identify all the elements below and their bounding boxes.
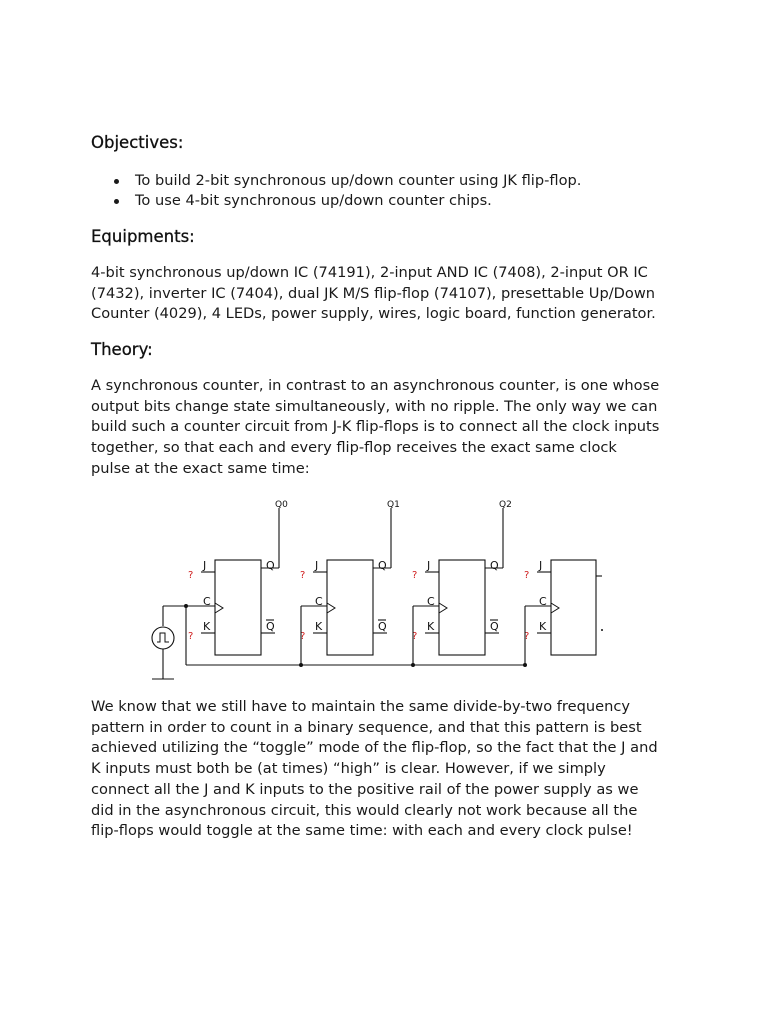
square-wave-icon bbox=[157, 633, 169, 642]
output-label: Q0 bbox=[275, 500, 288, 510]
clock-input-triangle bbox=[327, 603, 335, 613]
unknown-marker: ? bbox=[188, 631, 194, 642]
k-pin-label: K bbox=[539, 620, 547, 633]
j-pin-label: J bbox=[539, 559, 543, 572]
c-pin-label: C bbox=[203, 595, 211, 608]
equipments-paragraph: 4-bit synchronous up/down IC (74191), 2-input AND IC (7408), 2-input OR IC (7432), inverter IC (7404), dual JK M/S flip-flop (74107), presettable Up/Down Counter (4029), 4 LEDs, power supply, wires, logic board, function generator. bbox=[91, 264, 656, 323]
k-pin-label: K bbox=[427, 620, 435, 633]
qbar-pin-label: Q bbox=[490, 620, 499, 633]
synchronous-counter-circuit-diagram bbox=[148, 496, 610, 682]
output-label: Q1 bbox=[387, 500, 400, 510]
theory-paragraph-2: We know that we still have to maintain the same divide-by-two frequency pattern in order to count in a binary sequence, and that this pattern is best achieved utilizing the “toggle” mode of the flip-flop, so the fact that the J and K inputs must both be (at times) “high” is clear. However, if we simply connect all the J and K inputs to the positive rail of the power supply as we did in the asynchronous circuit, this would clearly not work because all the flip-flops would toggle at the same time: with each and every clock pulse! bbox=[91, 698, 658, 840]
qbar-output-dot bbox=[601, 629, 603, 631]
unknown-marker: ? bbox=[412, 631, 418, 642]
unknown-marker: ? bbox=[300, 570, 306, 581]
j-pin-label: J bbox=[427, 559, 431, 572]
c-pin-label: C bbox=[315, 595, 323, 608]
clock-input-triangle bbox=[551, 603, 559, 613]
q-pin-label: Q bbox=[490, 559, 499, 572]
list-item: To use 4-bit synchronous up/down counter chips. bbox=[91, 191, 581, 211]
output-label: Q2 bbox=[499, 500, 512, 510]
k-pin-label: K bbox=[203, 620, 211, 633]
qbar-pin-label: Q bbox=[378, 620, 387, 633]
bullet-icon bbox=[114, 179, 119, 184]
unknown-marker: ? bbox=[412, 570, 418, 581]
unknown-marker: ? bbox=[524, 631, 530, 642]
theory-heading: Theory: bbox=[91, 340, 153, 359]
unknown-marker: ? bbox=[300, 631, 306, 642]
equipments-heading: Equipments: bbox=[91, 227, 195, 246]
objectives-list bbox=[91, 171, 581, 211]
q-pin-label: Q bbox=[266, 559, 275, 572]
c-pin-label: C bbox=[539, 595, 547, 608]
clock-source-icon bbox=[152, 627, 174, 649]
objectives-heading: Objectives: bbox=[91, 133, 184, 152]
c-pin-label: C bbox=[427, 595, 435, 608]
unknown-marker: ? bbox=[524, 570, 530, 581]
clock-input-triangle bbox=[215, 603, 223, 613]
clock-input-triangle bbox=[439, 603, 447, 613]
q-pin-label: Q bbox=[378, 559, 387, 572]
bullet-icon bbox=[114, 199, 119, 204]
list-item: To build 2-bit synchronous up/down counter using JK flip-flop. bbox=[91, 171, 581, 191]
qbar-pin-label: Q bbox=[266, 620, 275, 633]
unknown-marker: ? bbox=[188, 570, 194, 581]
k-pin-label: K bbox=[315, 620, 323, 633]
j-pin-label: J bbox=[203, 559, 207, 572]
theory-paragraph-1: A synchronous counter, in contrast to an asynchronous counter, is one whose output bits change state simultaneously, with no ripple. The only way we can build such a counter circuit from J-K flip-flops is to connect all the clock inputs together, so that each and every flip-flop receives the exact same clock pulse at the exact same time: bbox=[91, 377, 660, 477]
j-pin-label: J bbox=[315, 559, 319, 572]
